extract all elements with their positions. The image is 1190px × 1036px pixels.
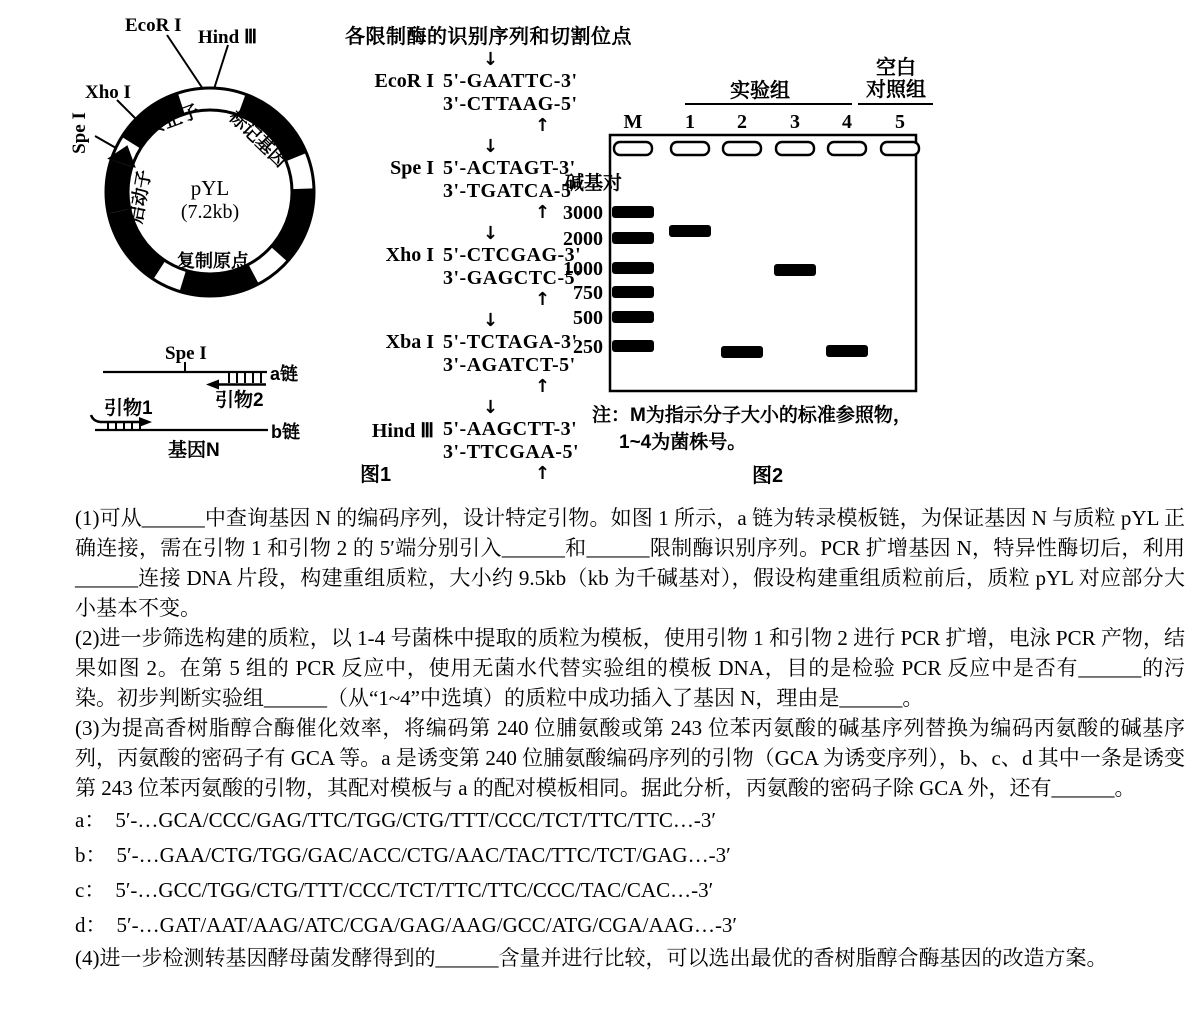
gel-band-lane-M xyxy=(612,311,654,323)
gel-well-M xyxy=(614,142,652,155)
figure2-caption: 图2 xyxy=(752,465,784,487)
cut-site-down-arrow-icon: ↓ xyxy=(483,223,499,244)
gel-band-lane-1 xyxy=(669,225,711,237)
gel-well-3 xyxy=(776,142,814,155)
cut-site-down-arrow-icon: ↓ xyxy=(483,310,499,331)
gel-well-5 xyxy=(881,142,919,155)
gene-n-spe1-label: Spe I xyxy=(165,343,207,364)
sequence-label: c： xyxy=(75,878,106,902)
gene-n-label: 基因N xyxy=(168,440,220,461)
plasmid-region-promoter: 启动子 xyxy=(125,168,155,226)
plasmid-region-marker: 标记基因 xyxy=(225,106,292,171)
plasmid-site-ecor1-label: EcoR I xyxy=(125,15,182,36)
gel-well-2 xyxy=(723,142,761,155)
enzyme-seq-bottom: 3'-TTCGAA-5' xyxy=(443,441,579,463)
cut-site-up-arrow-icon: ↑ xyxy=(535,463,551,484)
sequence-text: 5′-…GAT/AAT/AAG/ATC/CGA/GAG/AAG/GCC/ATG/CGA/AAG…-3′ xyxy=(116,913,738,937)
primer2-pairing-ticks xyxy=(229,372,261,383)
plasmid-region-origin: 复制原点 xyxy=(177,251,249,271)
gel-band-lane-M xyxy=(612,340,654,352)
enzyme-seq-bottom: 3'-CTTAAG-5' xyxy=(443,93,578,115)
primer-sequence-a xyxy=(75,803,1185,838)
gel-well-4 xyxy=(828,142,866,155)
plasmid-site-spe1-label: Spe I xyxy=(69,112,90,154)
primer-sequence-b xyxy=(75,838,1185,873)
primer2-label: 引物2 xyxy=(215,390,264,411)
cut-site-down-arrow-icon: ↓ xyxy=(483,136,499,157)
group-control-label-line1: 空白 xyxy=(876,57,916,79)
strand-b-label: b链 xyxy=(271,422,300,442)
marker-size-labels xyxy=(563,202,603,358)
lane-label-4: 4 xyxy=(842,111,852,133)
gel-band-lane-2 xyxy=(721,346,763,358)
question-2: (2)进一步筛选构建的质粒，以 1-4 号菌株中提取的质粒为模板，使用引物 1 和引物 2 进行 PCR 扩增，电泳 PCR 产物，结果如图 2。在第 5 组的 PCR 反应中，使用无菌水代替实验组的模板 DNA，目的是检验 PCR 反应中是否有______的污染。初步判断实验组______（从“1~4”中选填）的质粒中成功插入了基因 N，理由是______。 xyxy=(75,626,1185,710)
enzyme-name: Hind Ⅲ xyxy=(371,420,434,442)
cut-site-down-arrow-icon: ↓ xyxy=(483,49,499,70)
gel-band-lane-4 xyxy=(826,345,868,357)
primer1-tail xyxy=(91,415,100,422)
enzyme-seq-bottom: 3'-GAGCTC-5' xyxy=(443,267,582,289)
question-1: (1)可从______中查询基因 N 的编码序列，设计特定引物。如图 1 所示，a 链为转录模板链，为保证基因 N 与质粒 pYL 正确连接，需在引物 1 和引物 2 的 5′端分别引入______和______限制酶识别序列。PCR 扩增基因 N，特异性酶切后，利用______连接 DNA 片段，构建重组质粒，大小约 9.5kb（kb 为千碱基对），假设构建重组质粒前后，质粒 pYL 对应部分大小基本不变。 xyxy=(75,506,1185,620)
gel-electrophoresis-figure xyxy=(552,50,937,495)
question-4: (4)进一步检测转基因酵母菌发酵得到的______含量并进行比较，可以选出最优的香树脂醇合酶基因的改造方案。 xyxy=(75,946,1108,970)
enzyme-seq-bottom: 3'-TGATCA-5' xyxy=(443,180,578,202)
group-experimental-label: 实验组 xyxy=(730,80,790,102)
gel-note-line1: 注：M为指示分子大小的标准参照物， xyxy=(592,405,912,426)
enzyme-seq-top: 5'-AAGCTT-3' xyxy=(443,418,578,440)
plasmid-site-hind3-label: Hind Ⅲ xyxy=(198,27,258,48)
marker-2000: 2000 xyxy=(563,228,603,250)
cut-site-up-arrow-icon: ↑ xyxy=(535,115,551,136)
gel-band-lane-M xyxy=(612,206,654,218)
enzyme-seq-bottom: 3'-AGATCT-5' xyxy=(443,354,576,376)
bp-axis-label: 碱基对 xyxy=(565,173,623,194)
enzyme-panel-title: 各限制酶的识别序列和切割位点 xyxy=(345,26,632,48)
cut-site-up-arrow-icon: ↑ xyxy=(535,202,551,223)
sequence-text: 5′-…GCA/CCC/GAG/TTC/TGG/CTG/TTT/CCC/TCT/TTC/TTC…-3′ xyxy=(115,808,717,832)
primer-sequence-c xyxy=(75,873,1185,908)
plasmid-region-terminator: 终止子 xyxy=(144,100,202,138)
strand-a-label: a链 xyxy=(270,364,299,384)
enzyme-name: Xba I xyxy=(385,331,434,353)
gel-band-lane-M xyxy=(612,262,654,274)
cut-site-down-arrow-icon: ↓ xyxy=(483,397,499,418)
gel-band-lane-3 xyxy=(774,264,816,276)
sequence-label: a： xyxy=(75,808,106,832)
marker-500: 500 xyxy=(573,307,603,329)
enzyme-name: Xho I xyxy=(385,244,434,266)
marker-1000: 1000 xyxy=(563,258,603,280)
gel-band-lane-M xyxy=(612,286,654,298)
enzyme-seq-top: 5'-CTCGAG-3' xyxy=(443,244,582,266)
lane-label-2: 2 xyxy=(737,111,747,133)
group-control-label-line2: 对照组 xyxy=(866,79,926,101)
marker-250: 250 xyxy=(573,336,603,358)
plasmid-map-figure xyxy=(55,5,365,315)
enzyme-name: EcoR I xyxy=(374,70,434,92)
marker-750: 750 xyxy=(573,282,603,304)
question-text-block xyxy=(75,503,1185,973)
figure1-caption: 图1 xyxy=(360,464,392,486)
cut-site-up-arrow-icon: ↑ xyxy=(535,376,551,397)
enzyme-seq-top: 5'-ACTAGT-3' xyxy=(443,157,576,179)
primer1-label: 引物1 xyxy=(104,398,153,419)
question-3: (3)为提高香树脂醇合酶催化效率，将编码第 240 位脯氨酸或第 243 位苯丙氨酸的碱基序列替换为编码丙氨酸的碱基序列，丙氨酸的密码子有 GCA 等。a 是诱变第 240 位脯氨酸编码序列的引物（GCA 为诱变序列），b、c、d 其中一条是诱变第 243 位苯丙氨酸的引物，其配对模板与 a 的配对模板相同。据此分析，丙氨酸的密码子除 GCA 外，还有______。 xyxy=(75,716,1185,800)
plasmid-size: (7.2kb) xyxy=(180,201,240,223)
lane-label-m: M xyxy=(623,111,643,133)
sequence-label: b： xyxy=(75,843,107,867)
primer-sequence-d xyxy=(75,908,1185,943)
gel-well-1 xyxy=(671,142,709,155)
sequence-text: 5′-…GAA/CTG/TGG/GAC/ACC/CTG/AAC/TAC/TTC/TCT/GAG…-3′ xyxy=(116,843,731,867)
marker-3000: 3000 xyxy=(563,202,603,224)
gel-band-lane-M xyxy=(612,232,654,244)
primer2-arrowhead xyxy=(206,380,219,390)
cut-site-up-arrow-icon: ↑ xyxy=(535,289,551,310)
enzyme-seq-top: 5'-GAATTC-3' xyxy=(443,70,578,92)
enzyme-seq-top: 5'-TCTAGA-3' xyxy=(443,331,578,353)
sequence-text: 5′-…GCC/TGG/CTG/TTT/CCC/TCT/TTC/TTC/CCC/TAC/CAC…-3′ xyxy=(115,878,714,902)
lane-label-3: 3 xyxy=(790,111,800,133)
plasmid-site-xho1-label: Xho I xyxy=(85,82,131,103)
enzyme-name: Spe I xyxy=(390,157,434,179)
lane-label-1: 1 xyxy=(685,111,695,133)
sequence-label: d： xyxy=(75,913,107,937)
lane-label-5: 5 xyxy=(895,111,905,133)
gel-note-line2: 1~4为菌株号。 xyxy=(619,432,747,453)
plasmid-name: pYL xyxy=(190,176,230,200)
lane-labels xyxy=(624,111,905,133)
